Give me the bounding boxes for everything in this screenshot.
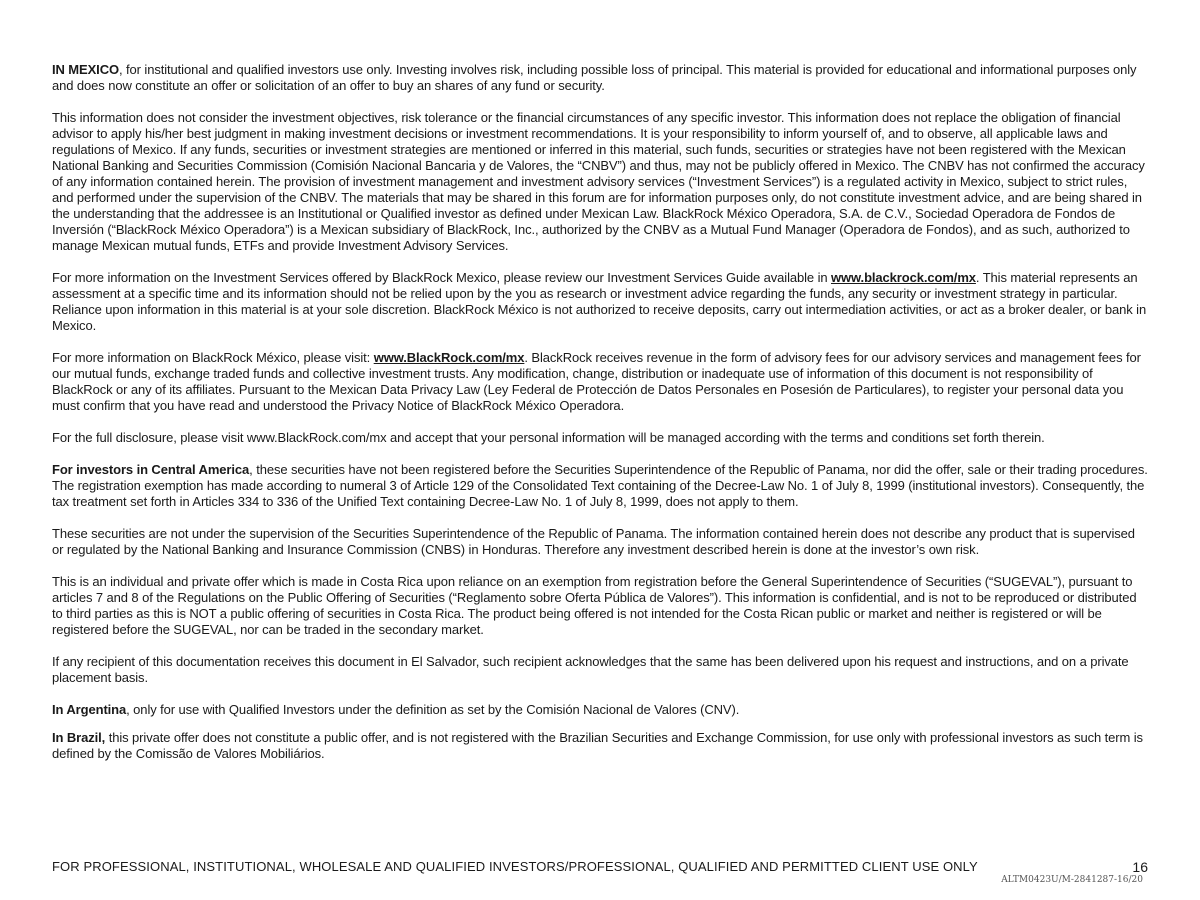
disclosure-body <box>52 62 1148 778</box>
mexico-intro-paragraph <box>52 62 1148 94</box>
brazil-paragraph <box>52 730 1148 762</box>
brazil-text: this private offer does not constitute a public offer, and is not registered with the Brazilian Securities and Exchange Commission, for use only with professional investors as such term is defined by the Comissão de Valores Mobiliários. <box>52 730 1143 761</box>
central-america-heading: For investors in Central America <box>52 462 250 477</box>
mexico-more-info-paragraph <box>52 350 1148 414</box>
blackrock-mx-services-link[interactable]: www.blackrock.com/mx <box>831 270 976 285</box>
mexico-obligations-paragraph: This information does not consider the investment objectives, risk tolerance or the financial circumstances of any specific investor. This information does not replace the obligation of financial advisor to apply his/her best judgment in making investment decisions or investment recommendations. It is your responsibility to inform yourself of, and to observe, all applicable laws and regulations of Mexico. If any funds, securities or investment strategies are mentioned or inferred in this material, such funds, securities or strategies have not been registered with the Mexican National Banking and Securities Commission (Comisión Nacional Bancaria y de Valores, the “CNBV”) and thus, may not be publicly offered in Mexico. The CNBV has not confirmed the accuracy of any information contained herein. The provision of investment management and investment advisory services (“Investment Services”) is a regulated activity in Mexico, subject to strict rules, and performed under the supervision of the CNBV. The materials that may be shared in this forum are for information purposes only, do not constitute investment advice, and are being shared in the understanding that the addressee is an Institutional or Qualified investor as defined under Mexican Law. BlackRock México Operadora, S.A. de C.V., Sociedad Operadora de Fondos de Inversión (“BlackRock México Operadora”) is a Mexican subsidiary of BlackRock, Inc., authorized by the CNBV as a Mutual Fund Manager (Operadora de Fondos), and as such, authorized to manage Mexican mutual funds, ETFs and provide Investment Advisory Services. <box>52 110 1145 253</box>
blackrock-mx-info-link[interactable]: www.BlackRock.com/mx <box>373 350 525 365</box>
argentina-text: , only for use with Qualified Investors under the definition as set by the Comisión Nacional de Valores (CNV). <box>126 702 740 717</box>
mexico-heading: IN MEXICO <box>52 62 119 77</box>
document-code: ALTM0423U/M-2841287-16/20 <box>1001 875 1143 885</box>
mexico-intro-text: , for institutional and qualified investors use only. Investing involves risk, including possible loss of principal. This material is provided for educational and informational purposes only and does now constitute an offer or solicitation of an offer to buy an shares of any fund or security. <box>52 62 1137 93</box>
el-salvador-paragraph: If any recipient of this documentation receives this document in El Salvador, such recipient acknowledges that the same has been delivered upon his request and instructions, and on a private placement basis. <box>52 654 1129 685</box>
mexico-more-info-text-after: . BlackRock receives revenue in the form of advisory fees for our advisory services and management fees for our mutual funds, exchange traded funds and collective investment trusts. Any modification, change, distribution or inadequate use of information of this document is not responsibility of BlackRock or any of its affiliates. Pursuant to the Mexican Data Privacy Law (Ley Federal de Protección de Datos Personales en Posesión de Particulares), to register your personal data you must confirm that you have read and understood the Privacy Notice of BlackRock México Operadora. <box>52 350 1141 413</box>
footer-disclaimer: FOR PROFESSIONAL, INSTITUTIONAL, WHOLESALE AND QUALIFIED INVESTORS/PROFESSIONAL, QUALIFIED AND PERMITTED CLIENT USE ONLY <box>52 859 978 874</box>
mexico-services-text-after: . This material represents an assessment at a specific time and its information should not be relied upon by the you as research or investment advice regarding the funds, any security or investment strategy in particular. Reliance upon information in this material is at your sole discretion. BlackRock México is not authorized to receive deposits, carry out intermediation activities, or act as a broker dealer, or bank in Mexico. <box>52 270 1147 333</box>
argentina-paragraph <box>52 702 1148 718</box>
central-america-paragraph <box>52 462 1148 510</box>
central-america-text: , these securities have not been registered before the Securities Superintendence of the Republic of Panama, nor did the offer, sale or their trading procedures. The registration exemption has made according to numeral 3 of Article 129 of the Consolidated Text containing of the Decree-Law No. 1 of July 8, 1999 (institutional investors). Consequently, the tax treatment set forth in Articles 334 to 336 of the Unified Text containing Decree-Law No. 1 of July 8, 1999, does not apply to them. <box>52 462 1148 509</box>
panama-honduras-paragraph: These securities are not under the supervision of the Securities Superintendence of the Republic of Panama. The information contained herein does not describe any product that is supervised or regulated by the National Banking and Insurance Commission (CNBS) in Honduras. Therefore any investment described herein is done at the investor’s own risk. <box>52 526 1135 557</box>
mexico-services-text-before: For more information on the Investment Services offered by BlackRock Mexico, please review our Investment Services Guide available in <box>52 270 831 285</box>
mexico-services-paragraph <box>52 270 1148 334</box>
page-number: 16 <box>1132 859 1148 875</box>
brazil-heading: In Brazil, <box>52 730 106 745</box>
argentina-heading: In Argentina <box>52 702 127 717</box>
costa-rica-paragraph: This is an individual and private offer which is made in Costa Rica upon reliance on an exemption from registration before the General Superintendence of Securities (“SUGEVAL”), pursuant to articles 7 and 8 of the Regulations on the Public Offering of Securities (“Reglamento sobre Oferta Pública de Valores”). This information is confidential, and is not to be reproduced or distributed to third parties as this is NOT a public offering of securities in Costa Rica. The product being offered is not intended for the Costa Rican public or market and neither is registered or will be registered before the SUGEVAL, nor can be traded in the secondary market. <box>52 574 1137 637</box>
mexico-disclosure-paragraph: For the full disclosure, please visit www.BlackRock.com/mx and accept that your personal information will be managed according with the terms and conditions set forth therein. <box>52 430 1045 445</box>
mexico-more-info-text-before: For more information on BlackRock México, please visit: <box>52 350 374 365</box>
